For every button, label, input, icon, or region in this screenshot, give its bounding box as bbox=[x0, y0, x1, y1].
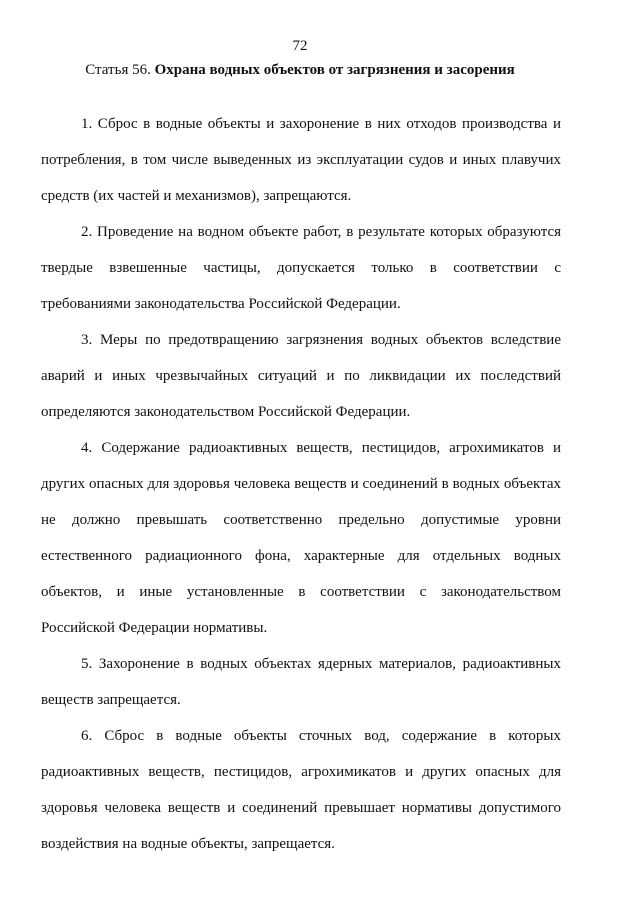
page-number: 72 bbox=[292, 38, 308, 54]
paragraph-1: 1. Сброс в водные объекты и захоронение в них отходов производства и потребления, в том числе выведенных из эксплуатации судов и иных плавучих средств (их частей и механизмов), запрещаются. bbox=[41, 116, 561, 204]
article-body bbox=[41, 106, 561, 862]
article-heading bbox=[0, 62, 600, 79]
article-label: Статья 56. bbox=[85, 62, 151, 78]
paragraph-3: 3. Меры по предотвращению загрязнения водных объектов вследствие аварий и иных чрезвычайных ситуаций и по ликвидации их последствий определяются законодательством Российской Федерации. bbox=[41, 332, 561, 420]
paragraph-6: 6. Сброс в водные объекты сточных вод, содержание в которых радиоактивных веществ, пестицидов, агрохимикатов и других опасных для здоровья человека веществ и соединений превышает нормативы допустимого воздействия на водные объекты, запрещается. bbox=[41, 728, 561, 852]
paragraph-4: 4. Содержание радиоактивных веществ, пестицидов, агрохимикатов и других опасных для здоровья человека веществ и соединений в водных объектах не должно превышать соответственно предельно допустимые уровни естественного радиационного фона, характерные для отдельных водных объектов, и иные установленные в соответствии с законодательством Российской Федерации нормативы. bbox=[41, 440, 561, 636]
paragraph-5: 5. Захоронение в водных объектах ядерных материалов, радиоактивных веществ запрещается. bbox=[41, 656, 561, 708]
paragraph-2: 2. Проведение на водном объекте работ, в результате которых образуются твердые взвешенные частицы, допускается только в соответствии с требованиями законодательства Российской Федерации. bbox=[41, 224, 561, 312]
article-title: Охрана водных объектов от загрязнения и засорения bbox=[154, 62, 515, 78]
